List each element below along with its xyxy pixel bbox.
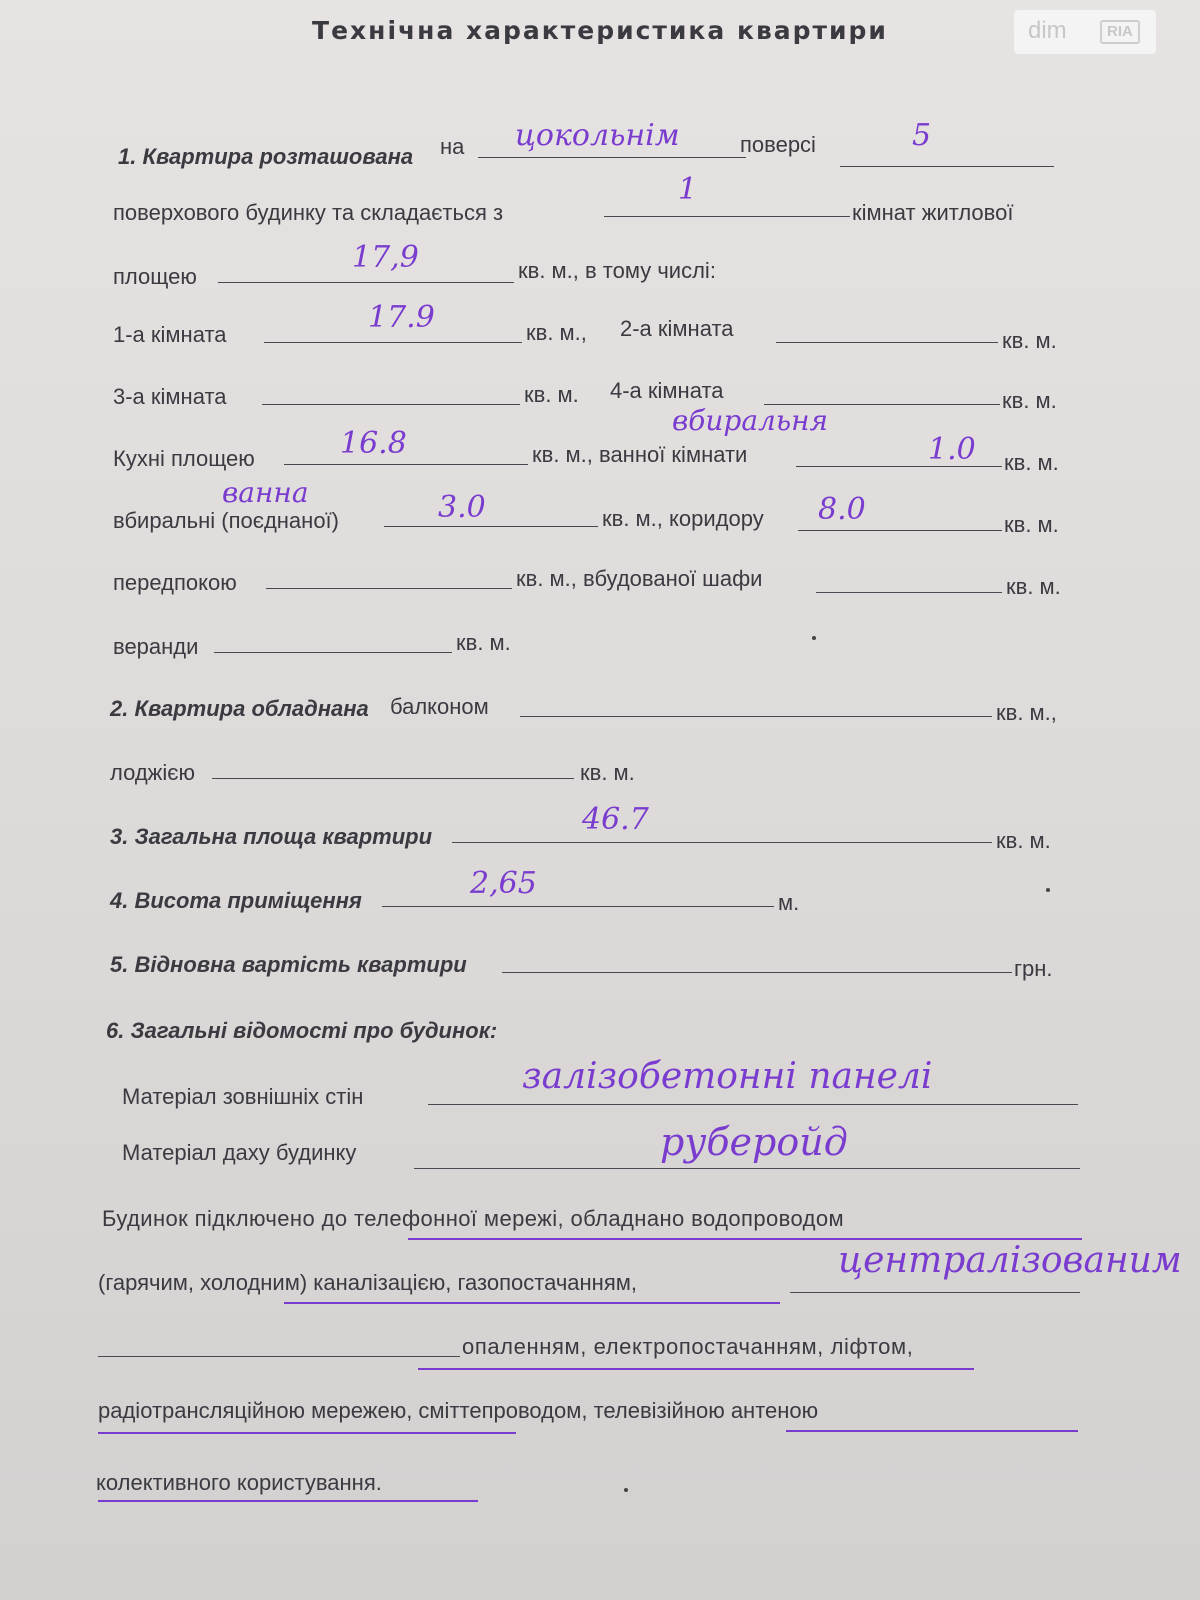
hall-unit: кв. м., вбудованої шафи (516, 566, 763, 591)
walls-value: залізобетонні панелі (522, 1056, 933, 1097)
rooms-value: 1 (678, 172, 698, 207)
watermark-logo: RIA (1100, 20, 1140, 44)
hall-label: передпокою (113, 570, 237, 595)
section-4-heading: 4. Висота приміщення (110, 888, 362, 913)
underline-4a (98, 1432, 516, 1434)
rooms-line (604, 216, 850, 217)
room-3-unit: кв. м. (524, 382, 579, 407)
value-unit: грн. (1014, 956, 1053, 981)
building-rooms-label: поверхового будинку та складається з (113, 200, 504, 225)
underline-2 (284, 1302, 780, 1304)
storeys-line (840, 166, 1054, 167)
speck (812, 636, 816, 640)
total-area-value: 46.7 (582, 802, 649, 837)
living-area-label: площею (113, 264, 197, 289)
floor-line (478, 157, 746, 158)
document-title: Технічна характеристика квартири (312, 16, 888, 45)
wc-value: 3.0 (438, 490, 486, 525)
section-5-heading: 5. Відновна вартість квартири (110, 952, 467, 977)
corridor-value: 8.0 (818, 492, 866, 527)
veranda-line (214, 652, 452, 653)
underline-3 (418, 1368, 974, 1370)
roof-line (414, 1168, 1080, 1169)
walls-label: Матеріал зовнішніх стін (122, 1084, 364, 1109)
living-area-line (218, 282, 514, 283)
living-area-unit: кв. м., в тому числі: (518, 258, 716, 283)
room-2-line (776, 342, 998, 343)
underline-5 (98, 1500, 478, 1502)
na-label: на (440, 134, 465, 159)
room-3-label: 3-а кімната (113, 384, 227, 409)
services-line-1: Будинок підключено до телефонної мережі, обладнано водопроводом (102, 1206, 845, 1231)
loggia-unit: кв. м. (580, 760, 635, 785)
room-4-unit: кв. м. (1002, 388, 1057, 413)
balcony-label: балконом (390, 694, 489, 719)
underline-4b (786, 1430, 1078, 1432)
balcony-unit: кв. м., (996, 700, 1057, 725)
living-rooms-label: кімнат житлової (852, 200, 1014, 225)
veranda-unit: кв. м. (456, 630, 511, 655)
living-area-value: 17,9 (352, 240, 419, 275)
room-2-unit: кв. м. (1002, 328, 1057, 353)
height-unit: м. (778, 890, 800, 915)
bath-note: вбиральня (672, 404, 829, 437)
room-3-line (262, 404, 520, 405)
height-line (382, 906, 774, 907)
blank-line (98, 1356, 460, 1357)
wardrobe-line (816, 592, 1002, 593)
loggia-line (212, 778, 574, 779)
walls-line (428, 1104, 1078, 1105)
wc-label: вбиральні (поєднаної) (113, 508, 339, 533)
kitchen-line (284, 464, 528, 465)
corridor-line (798, 530, 1002, 531)
speck (1046, 888, 1050, 892)
services-line-5: колективного користування. (96, 1470, 382, 1495)
veranda-label: веранди (113, 634, 199, 659)
kitchen-label: Кухні площею (113, 446, 255, 471)
services-line-3: опаленням, електропостачанням, ліфтом, (462, 1334, 914, 1359)
room-4-label: 4-а кімната (610, 378, 724, 403)
corridor-unit: кв. м. (1004, 512, 1059, 537)
poversi-label: поверсі (740, 132, 816, 157)
heating-value: централізованим (838, 1240, 1182, 1281)
floor-value: цокольнім (515, 118, 680, 153)
total-area-line (452, 842, 992, 843)
roof-value: руберойд (660, 1120, 848, 1164)
wc-line (384, 526, 598, 527)
section-3-heading: 3. Загальна площа квартири (110, 824, 433, 849)
heating-line (790, 1292, 1080, 1293)
speck (624, 1488, 628, 1492)
storeys-value: 5 (912, 118, 932, 153)
wardrobe-unit: кв. м. (1006, 574, 1061, 599)
loggia-label: лоджією (110, 760, 196, 785)
roof-label: Матеріал даху будинку (122, 1140, 357, 1165)
section-1-heading: 1. Квартира розташована (118, 144, 414, 169)
section-6-heading: 6. Загальні відомості про будинок: (106, 1018, 498, 1043)
height-value: 2,65 (470, 866, 537, 901)
services-line-2: (гарячим, холодним) каналізацією, газопостачанням, (98, 1270, 637, 1295)
bath-unit: кв. м. (1004, 450, 1059, 475)
room-1-label: 1-а кімната (113, 322, 227, 347)
wc-unit: кв. м., коридору (602, 506, 764, 531)
dimria-watermark (1014, 10, 1156, 54)
watermark-brand: dim (1028, 17, 1067, 44)
room-1-line (264, 342, 522, 343)
room-1-unit: кв. м., (526, 320, 587, 345)
hall-line (266, 588, 512, 589)
value-line (502, 972, 1012, 973)
services-line-4: радіотрансляційною мережею, сміттепроводом, телевізійною антеною (98, 1398, 819, 1423)
section-2-heading: 2. Квартира обладнана (110, 696, 369, 721)
room-2-label: 2-а кімната (620, 316, 734, 341)
wc-note: ванна (222, 476, 309, 509)
balcony-line (520, 716, 992, 717)
bath-value: 1.0 (928, 432, 976, 467)
total-area-unit: кв. м. (996, 828, 1051, 853)
room-1-value: 17.9 (368, 300, 435, 335)
kitchen-unit: кв. м., ванної кімнати (532, 442, 748, 467)
kitchen-value: 16.8 (340, 426, 407, 461)
